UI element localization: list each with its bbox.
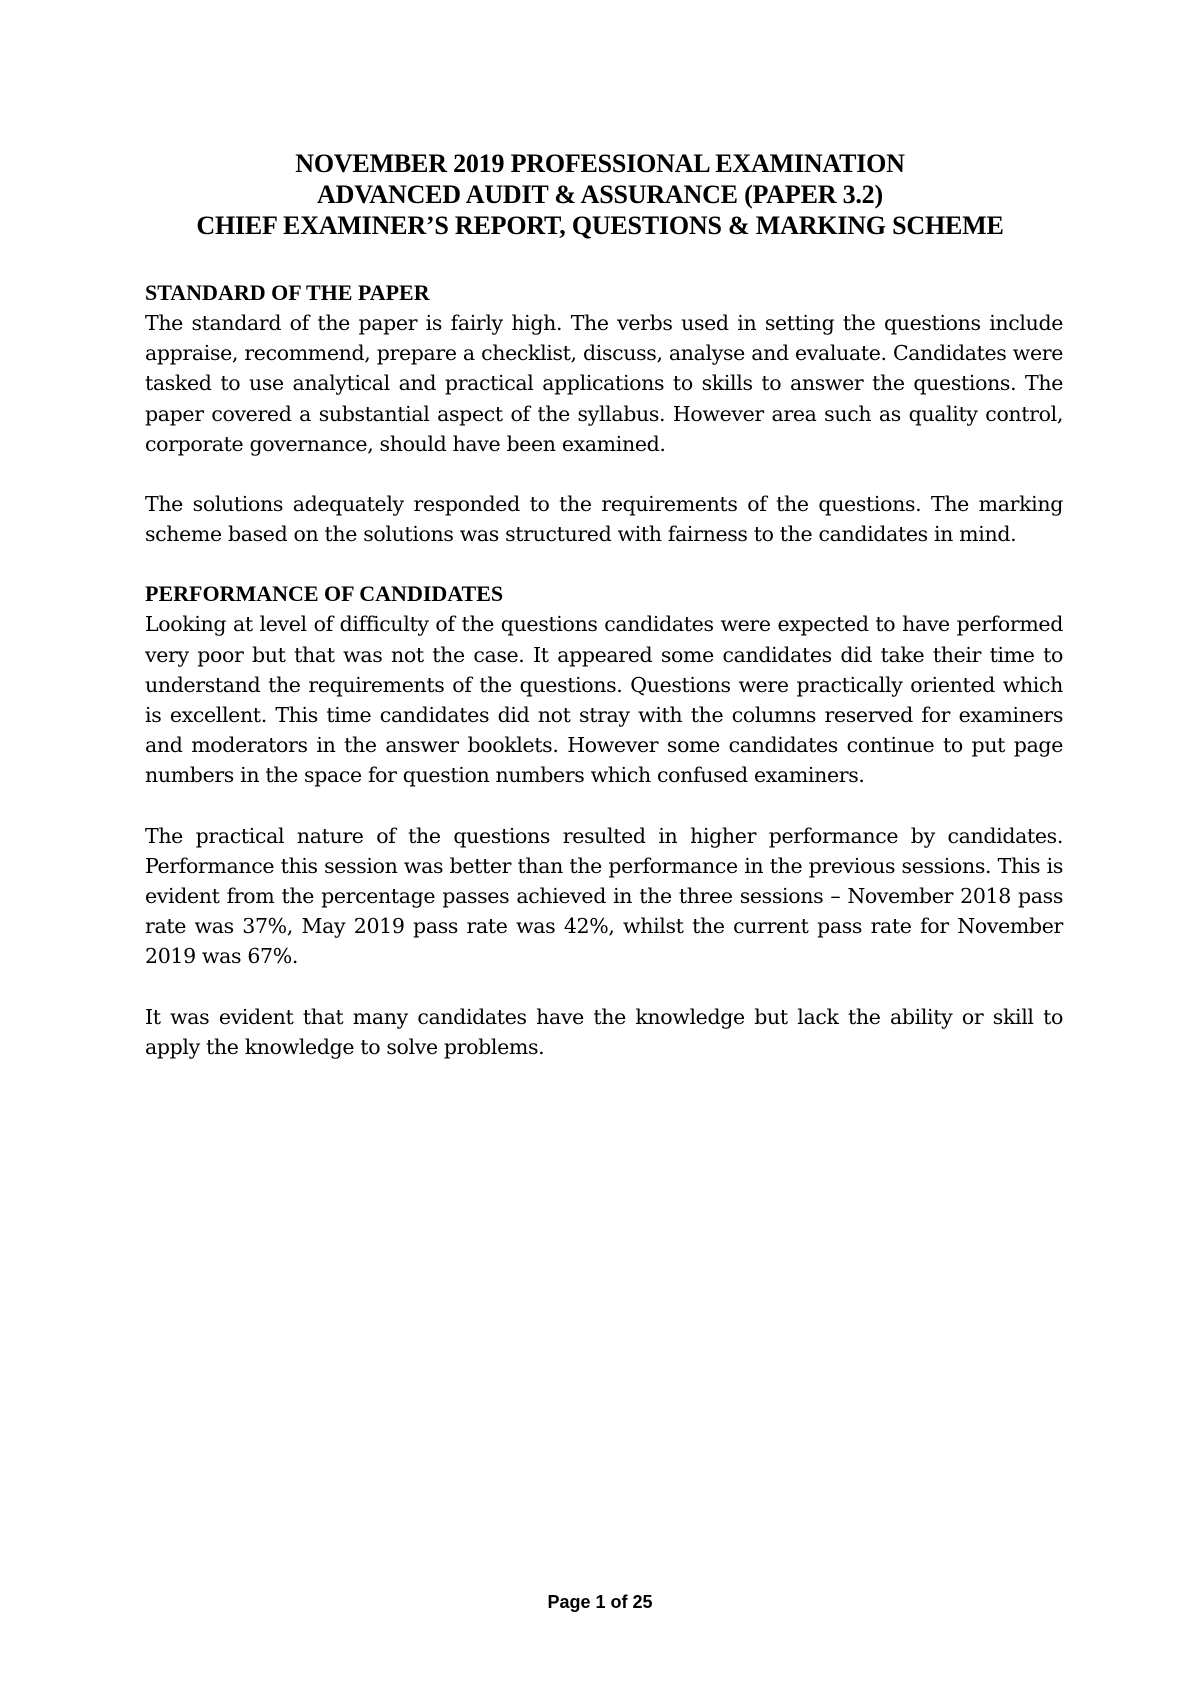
standard-paragraph: The solutions adequately responded to the requirements of the questions. The marking scheme based on the solutions was structured with fairness to the candidates in mind. [145, 492, 1063, 547]
standard-section [145, 278, 1063, 549]
standard-paragraph: The standard of the paper is fairly high. The verbs used in setting the questions include appraise, recommend, prepare a checklist, discuss, analyse and evaluate. Candidates were tasked to use analytical and practical applications to skills to answer the questions. The paper covered a substantial aspect of the syllabus. However area such as quality control, corporate governance, should have been examined. [145, 311, 1063, 456]
report-body [145, 278, 1063, 1062]
performance-paragraph: Looking at level of difficulty of the questions candidates were expected to have performed very poor but that was not the case. It appeared some candidates did take their time to understand the requirements of the questions. Questions were practically oriented which is excellent. This time candidates did not stray with the columns reserved for examiners and moderators in the answer booklets. However some candidates continue to put page numbers in the space for question numbers which confused examiners. [145, 612, 1063, 788]
title-line-paper: ADVANCED AUDIT & ASSURANCE (PAPER 3.2) [317, 180, 883, 209]
performance-paragraph: The practical nature of the questions resulted in higher performance by candidates. Performance this session was better than the performance in the previous sessions. This is evident from the percentage passes achieved in the three sessions – November 2018 pass rate was 37%, May 2019 pass rate was 42%, whilst the current pass rate for November 2019 was 67%. [145, 823, 1063, 969]
performance-section [145, 579, 1063, 1062]
title-line-exam: NOVEMBER 2019 PROFESSIONAL EXAMINATION [295, 149, 905, 178]
standard-heading: STANDARD OF THE PAPER [145, 280, 430, 305]
report-title [0, 148, 1200, 241]
performance-heading: PERFORMANCE OF CANDIDATES [145, 581, 504, 607]
page-number: Page 1 of 25 [547, 1592, 653, 1612]
title-line-report: CHIEF EXAMINER’S REPORT, QUESTIONS & MARKING SCHEME [196, 211, 1004, 240]
performance-paragraph: It was evident that many candidates have the knowledge but lack the ability or skill to apply the knowledge to solve problems. [145, 1004, 1063, 1059]
